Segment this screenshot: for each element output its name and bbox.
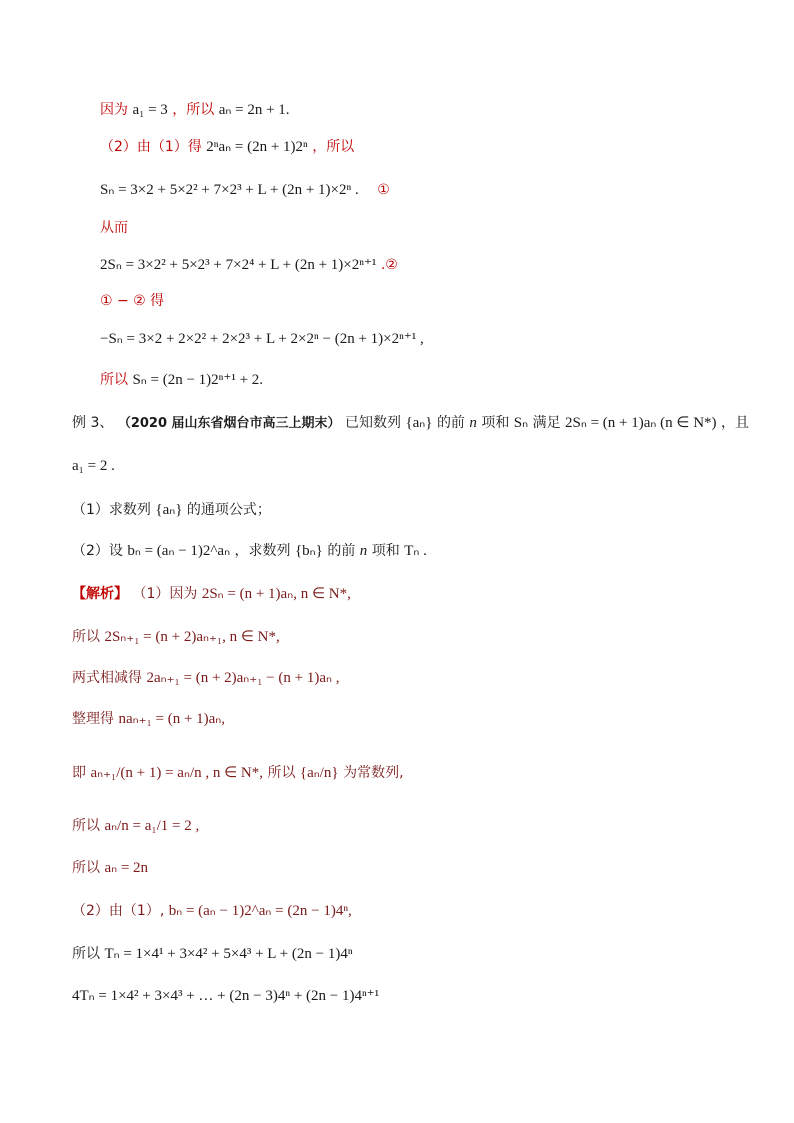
line-3 [100, 180, 390, 200]
math: 2Sₙ = (n + 1)aₙ (n ∈ N*) [565, 415, 717, 431]
math: 2aₙ₊₁ = (n + 2)aₙ₊₁ − (n + 1)aₙ , [146, 670, 340, 686]
math: Sₙ [513, 415, 529, 431]
solution-line-8 [72, 901, 352, 921]
solution-line-3 [72, 668, 339, 688]
text: ① − ② 得 [100, 293, 165, 309]
solution-line-4 [72, 709, 225, 729]
line-8 [100, 370, 263, 390]
text: ，所以 [172, 102, 215, 118]
question-2 [72, 541, 427, 561]
text: 的通项公式； [186, 502, 271, 518]
line-5 [100, 255, 398, 275]
math: bₙ = (aₙ − 1)2^aₙ = (2n − 1)4ⁿ, [168, 903, 352, 919]
question-1 [72, 500, 271, 520]
math: Sₙ = (2n − 1)2ⁿ⁺¹ + 2. [132, 372, 264, 388]
math: aₙ₊₁/(n + 1) = aₙ/n , n ∈ N*, [90, 765, 264, 781]
solution-line-2 [72, 627, 280, 647]
text: ，且 [721, 415, 749, 431]
text: 所以 [72, 860, 100, 876]
math: 2Sₙ₊₁ = (n + 2)aₙ₊₁, n ∈ N*, [104, 629, 280, 645]
text: 项和 [481, 415, 510, 431]
text: （1）因为 [132, 586, 198, 602]
math: a₁ = 2 . [72, 458, 115, 474]
text: 两式相减得 [72, 670, 142, 686]
math: aₙ = 2n + 1. [218, 102, 290, 118]
solution-line-6 [72, 816, 199, 836]
math: naₙ₊₁ = (n + 1)aₙ, [118, 711, 226, 727]
text: （2）由（1）, [72, 903, 165, 919]
line-2 [100, 137, 354, 157]
solution-line-9 [72, 944, 353, 964]
text: 所以 [72, 629, 100, 645]
example-3-statement [72, 413, 749, 434]
math: 2ⁿaₙ = (2n + 1)2ⁿ [206, 139, 308, 155]
line-4 [100, 218, 128, 238]
math: 2Sₙ = 3×2² + 5×2³ + 7×2⁴ + L + (2n + 1)×2ⁿ⁺¹ [100, 257, 377, 273]
math: Tₙ . [404, 543, 427, 559]
text: 整理得 [72, 711, 114, 727]
solution-line-10 [72, 986, 379, 1006]
math: {aₙ} [155, 502, 183, 518]
solution-line-7 [72, 858, 148, 878]
math: 4Tₙ = 1×4² + 3×4³ + … + (2n − 3)4ⁿ + (2n − 1)4ⁿ⁺¹ [72, 988, 380, 1004]
math: {aₙ} [405, 415, 433, 431]
text: 从而 [100, 220, 128, 236]
solution-tag: 【解析】 [72, 586, 128, 602]
math: a₁ = 3 [132, 102, 168, 118]
example-source: （2020 届山东省烟台市高三上期末） [117, 416, 341, 431]
line-6 [100, 291, 164, 311]
text: 所以 [72, 818, 100, 834]
math: aₙ = 2n [104, 860, 149, 876]
math: {bₙ} [294, 543, 323, 559]
math: Sₙ = 3×2 + 5×2² + 7×2³ + L + (2n + 1)×2ⁿ . [100, 182, 359, 198]
text: 已知数列 [344, 415, 401, 431]
circled-number-1: ① [377, 182, 390, 198]
text: 所以 [267, 765, 296, 781]
line-7 [100, 329, 424, 349]
math: −Sₙ = 3×2 + 2×2² + 2×2³ + L + 2×2ⁿ − (2n + 1)×2ⁿ⁺¹ , [100, 331, 424, 347]
text: 为常数列, [343, 765, 404, 781]
line-1 [100, 100, 290, 120]
math: aₙ/n = a₁/1 = 2 , [104, 818, 200, 834]
solution-line-5 [72, 763, 404, 783]
math: n [469, 415, 477, 431]
text: ，所以 [312, 139, 355, 155]
text: 的前 [436, 415, 465, 431]
text: 满足 [532, 415, 561, 431]
math: 2Sₙ = (n + 1)aₙ, n ∈ N*, [201, 586, 351, 602]
text: 项和 [371, 543, 400, 559]
text: （2）设 [72, 543, 123, 559]
example-label: 例 3、 [72, 415, 114, 431]
text: （2）由（1）得 [100, 139, 202, 155]
math: {aₙ/n} [299, 765, 339, 781]
text: 即 [72, 765, 86, 781]
math: bₙ = (aₙ − 1)2^aₙ [127, 543, 231, 559]
solution-line-1 [72, 584, 351, 604]
math: Tₙ = 1×4¹ + 3×4² + 5×4³ + L + (2n − 1)4ⁿ [104, 946, 353, 962]
text: 的前 [327, 543, 356, 559]
text: 所以 [72, 946, 100, 962]
text: （1）求数列 [72, 502, 151, 518]
text: 因为 [100, 102, 128, 118]
text: 所以 [100, 372, 128, 388]
text: ，求数列 [234, 543, 291, 559]
example-3-condition [72, 456, 115, 476]
circled-number-2: .② [380, 257, 398, 273]
math: n [359, 543, 368, 559]
